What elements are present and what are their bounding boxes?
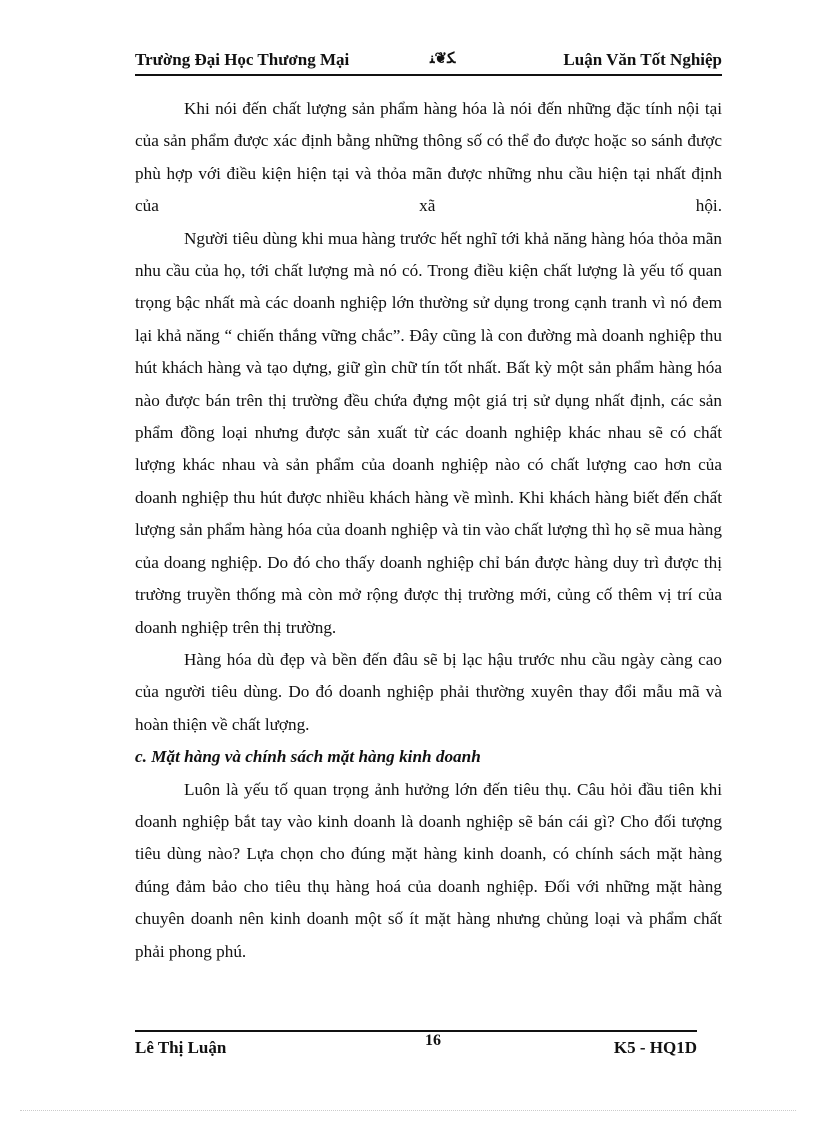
paragraph-product-policy: Luôn là yếu tố quan trọng ảnh hưởng lớn đến tiêu thụ. Câu hỏi đầu tiên khi doanh nghiệp bắt tay vào kinh doanh là doanh nghiệp sẽ bán cái gì? Cho đối tượng tiêu dùng nào? Lựa chọn cho đúng mặt hàng kinh doanh, có chính sách mặt hàng đúng đảm bảo cho tiêu thụ hàng hoá của doanh nghiệp. Đối với những mặt hàng chuyên doanh nên kinh doanh một số ít mặt hàng nhưng chủng loại và phẩm chất phải phong phú. <box>135 779 722 961</box>
section-heading: c. Mặt hàng và chính sách mặt hàng kinh doanh <box>135 747 481 767</box>
paragraph-quality-definition: Khi nói đến chất lượng sản phẩm hàng hóa là nói đến những đặc tính nội tại của sản phẩm được xác định bằng những thông số có thể đo được hoặc so sánh được phù hợp với điều kiện hiện tại và thỏa mãn được những nhu cầu hiện tại nhất định của xã hội. <box>135 99 722 216</box>
paragraph-design-change: Hàng hóa dù đẹp và bền đến đâu sẽ bị lạc hậu trước nhu cầu ngày càng cao của người tiêu dùng. Do đó doanh nghiệp phải thường xuyên thay đổi mẫu mã và hoàn thiện về chất lượng. <box>135 649 722 734</box>
footer-divider <box>135 1030 697 1032</box>
footer-class-code: K5 - HQ1D <box>613 1038 697 1057</box>
page-footer <box>135 1032 697 1062</box>
paragraph-consumer-quality: Người tiêu dùng khi mua hàng trước hết nghĩ tới khả năng hàng hóa thỏa mãn nhu cầu của họ, tới chất lượng mà nó có. Trong điều kiện chất lượng là yếu tố quan trọng bậc nhất mà các doanh nghiệp lớn thường sử dụng trong cạnh tranh vì nó đem lại khả năng “ chiến thắng vững chắc”. Đây cũng là con đường mà doanh nghiệp thu hút khách hàng và tạo dựng, giữ gìn chữ tín tốt nhất. Bất kỳ một sản phẩm hàng hóa nào được bán trên thị trường đều chứa đựng một giá trị sử dụng nhất định, các sản phẩm đồng loại nhưng được sản xuất từ các doanh nghiệp khác nhau sẽ có chất lượng khác nhau và sản phẩm của doanh nghiệp nào có chất lượng cao hơn của doanh nghiệp thu hút được nhiều khách hàng về mình. Khi khách hàng biết đến chất lượng sản phẩm hàng hóa của doanh nghiệp và tin vào chất lượng thì họ sẽ mua hàng của doang nghiệp. Do đó cho thấy doanh nghiệp chỉ bán được hàng duy trì được thị trường truyền thống mà còn mở rộng được thị trường mới, củng cố thêm vị trí của doanh nghiệp trên thị trường. <box>135 228 722 637</box>
header-ornament: ﻜ❦ﻨ <box>430 51 456 67</box>
footer-author: Lê Thị Luận <box>135 1038 227 1057</box>
page-edge-dotted-line <box>20 1110 796 1111</box>
header-school: Trường Đại Học Thương Mại <box>135 50 350 69</box>
page-header <box>135 48 722 76</box>
header-thesis-title: Luận Văn Tốt Nghiệp <box>563 50 722 69</box>
page-content <box>135 93 722 968</box>
page-number: 16 <box>425 1032 441 1049</box>
